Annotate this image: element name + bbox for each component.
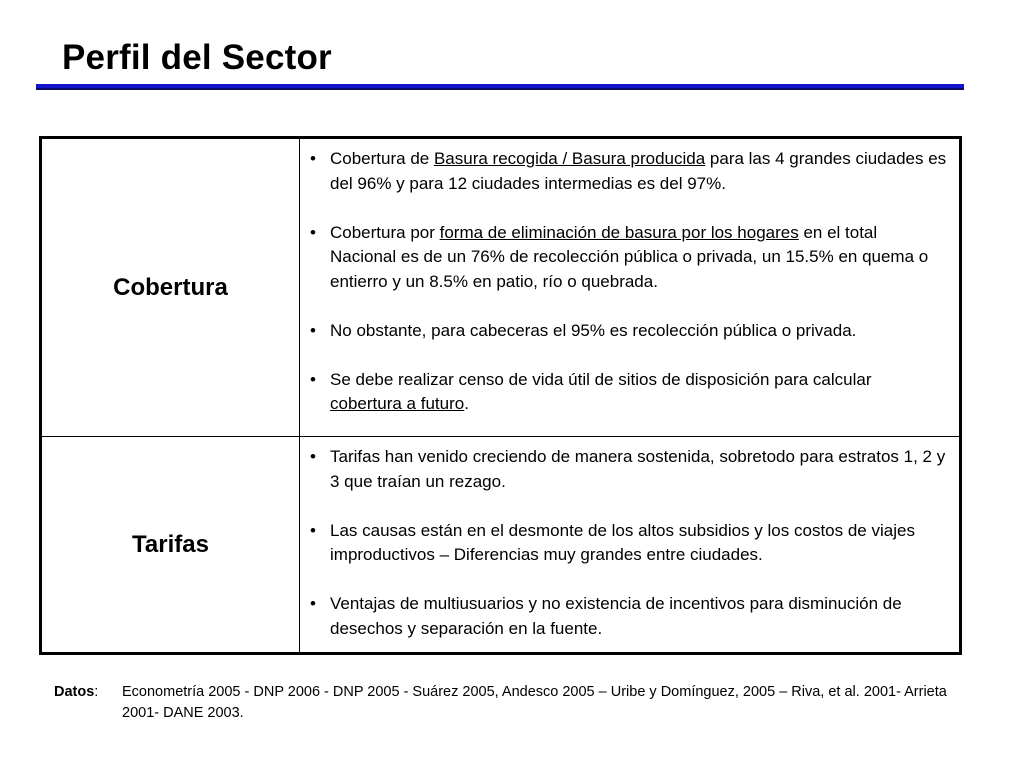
list-item: [310, 592, 947, 641]
title-divider: [36, 84, 964, 90]
bullet-icon: •: [310, 320, 316, 340]
underlined-term: Basura recogida / Basura producida: [433, 149, 706, 168]
sources-label-text: Datos: [54, 684, 95, 700]
sources-label: [54, 682, 122, 724]
bullet-text: .: [464, 394, 469, 413]
bullet-text: en el total Nacional es de un 76% de recolección pública o privada, un 15.5% en quema o entierro y un 8.5% en patio, río o quebrada.: [330, 222, 929, 291]
list-item: [310, 519, 947, 568]
page-title: Perfil del Sector: [62, 38, 332, 77]
bullet-text: Cobertura por: [330, 222, 440, 242]
bullet-icon: •: [310, 447, 316, 466]
bullet-icon: •: [310, 222, 316, 242]
bullet-icon: •: [310, 149, 316, 168]
bullet-text: Tarifas han venido creciendo de manera sostenida, sobretodo para estratos 1, 2 y 3 que traían un rezago.: [330, 447, 946, 491]
bullet-icon: •: [310, 369, 316, 389]
sources-text: Econometría 2005 - DNP 2006 - DNP 2005 - Suárez 2005, Andesco 2005 – Uribe y Domínguez, 2005 – Riva, et al. 2001- Arrieta 2001- DANE 2003.: [122, 684, 947, 721]
underlined-term: forma de eliminación de basura por los hogares: [439, 222, 799, 242]
bullet-icon: •: [310, 520, 316, 540]
bullet-list-cobertura: [310, 147, 947, 417]
list-item: [310, 445, 947, 494]
sources-note: [54, 682, 954, 724]
bullet-text: para las 4 grandes ciudades es del 96% y para 12 ciudades intermedias es del 97%.: [330, 149, 947, 193]
list-item: [310, 221, 947, 295]
row-label-tarifas: Tarifas: [42, 437, 300, 652]
bullet-text: Ventajas de multiusuarios y no existencia de incentivos para disminución de desechos y separación en la fuente.: [330, 594, 902, 638]
sources-label-separator: :: [94, 684, 99, 700]
row-content-tarifas: [300, 437, 959, 652]
list-item: [310, 147, 947, 196]
row-label-cobertura: Cobertura: [42, 139, 300, 437]
bullet-text: No obstante, para cabeceras el 95% es recolección pública o privada.: [330, 320, 857, 340]
underlined-term: cobertura a futuro: [330, 394, 465, 413]
row-content-cobertura: [300, 139, 959, 437]
sector-profile-table: [39, 136, 962, 655]
bullet-icon: •: [310, 594, 316, 613]
bullet-text: Las causas están en el desmonte de los altos subsidios y los costos de viajes improductivos – Diferencias muy grandes entre ciudades.: [330, 520, 915, 564]
bullet-list-tarifas: [310, 445, 947, 641]
bullet-text: Cobertura de: [330, 149, 434, 168]
list-item: [310, 319, 947, 344]
list-item: [310, 368, 947, 417]
bullet-text: Se debe realizar censo de vida útil de sitios de disposición para calcular: [330, 369, 872, 389]
